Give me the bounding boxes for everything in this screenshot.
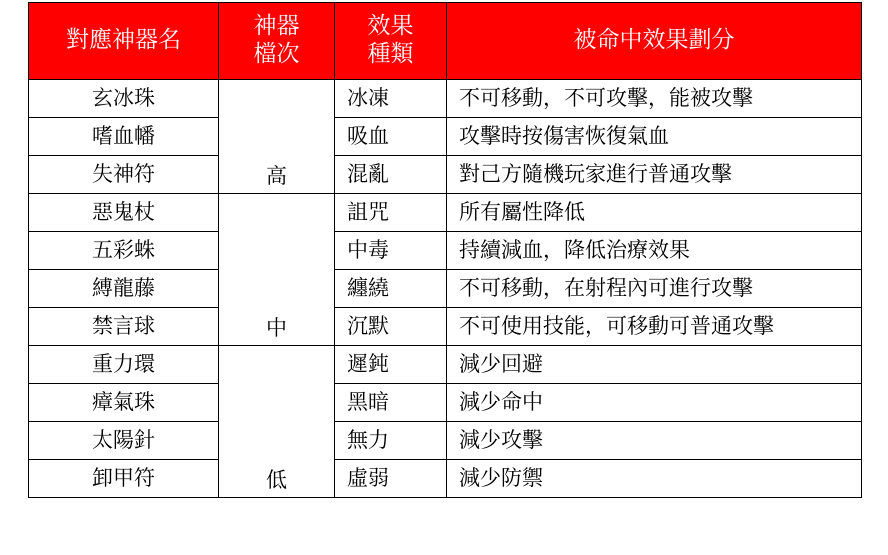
table-row [29,422,862,460]
artifact-name-cell: 卸甲符 [29,460,219,498]
effect-type-cell: 吸血 [335,118,447,156]
artifact-name-cell: 太陽針 [29,422,219,460]
effect-description-cell: 減少回避 [447,346,862,384]
effect-description-cell: 對己方隨機玩家進行普通攻擊 [447,156,862,194]
table-row [29,80,862,118]
effect-type-cell: 纏繞 [335,270,447,308]
effect-type-cell: 遲鈍 [335,346,447,384]
effect-type-cell: 虛弱 [335,460,447,498]
artifact-name-cell: 嗜血幡 [29,118,219,156]
artifact-name-cell: 縛龍藤 [29,270,219,308]
artifact-name-cell: 禁言球 [29,308,219,346]
table-row [29,308,862,346]
effect-type-cell: 中毒 [335,232,447,270]
header-artifact-tier [219,3,335,80]
table-row [29,270,862,308]
effect-description-cell: 減少攻擊 [447,422,862,460]
header-artifact-name: 對應神器名 [29,3,219,80]
effect-type-cell: 詛咒 [335,194,447,232]
table-row [29,384,862,422]
tier-cell-low: 低 [219,346,335,498]
effect-type-cell: 沉默 [335,308,447,346]
artifact-name-cell: 失神符 [29,156,219,194]
artifact-name-cell: 惡鬼杖 [29,194,219,232]
effect-type-cell: 混亂 [335,156,447,194]
artifact-name-cell: 五彩蛛 [29,232,219,270]
table-row [29,346,862,384]
effect-description-cell: 減少命中 [447,384,862,422]
tier-cell-high: 高 [219,80,335,194]
table-row [29,156,862,194]
effect-type-cell: 無力 [335,422,447,460]
effect-description-cell: 不可使用技能，可移動可普通攻擊 [447,308,862,346]
table-row [29,194,862,232]
header-tier-line2: 檔次 [253,41,300,67]
table-row [29,232,862,270]
header-hit-effect: 被命中效果劃分 [447,3,862,80]
table-row [29,460,862,498]
effect-type-cell: 黑暗 [335,384,447,422]
header-effect-type [335,3,447,80]
artifact-name-cell: 重力環 [29,346,219,384]
table-row [29,118,862,156]
effect-description-cell: 持續減血，降低治療效果 [447,232,862,270]
header-tier-line1: 神器 [253,13,300,40]
effect-description-cell: 減少防禦 [447,460,862,498]
artifact-effects-table [28,2,862,498]
effect-description-cell: 攻擊時按傷害恢復氣血 [447,118,862,156]
artifact-name-cell: 瘴氣珠 [29,384,219,422]
header-type-line1: 效果 [367,13,414,40]
effect-description-cell: 所有屬性降低 [447,194,862,232]
effect-description-cell: 不可移動，在射程內可進行攻擊 [447,270,862,308]
header-type-line2: 種類 [367,41,414,67]
tier-cell-medium: 中 [219,194,335,346]
effect-description-cell: 不可移動，不可攻擊，能被攻擊 [447,80,862,118]
effect-type-cell: 冰凍 [335,80,447,118]
artifact-name-cell: 玄冰珠 [29,80,219,118]
table-header-row [29,3,862,80]
